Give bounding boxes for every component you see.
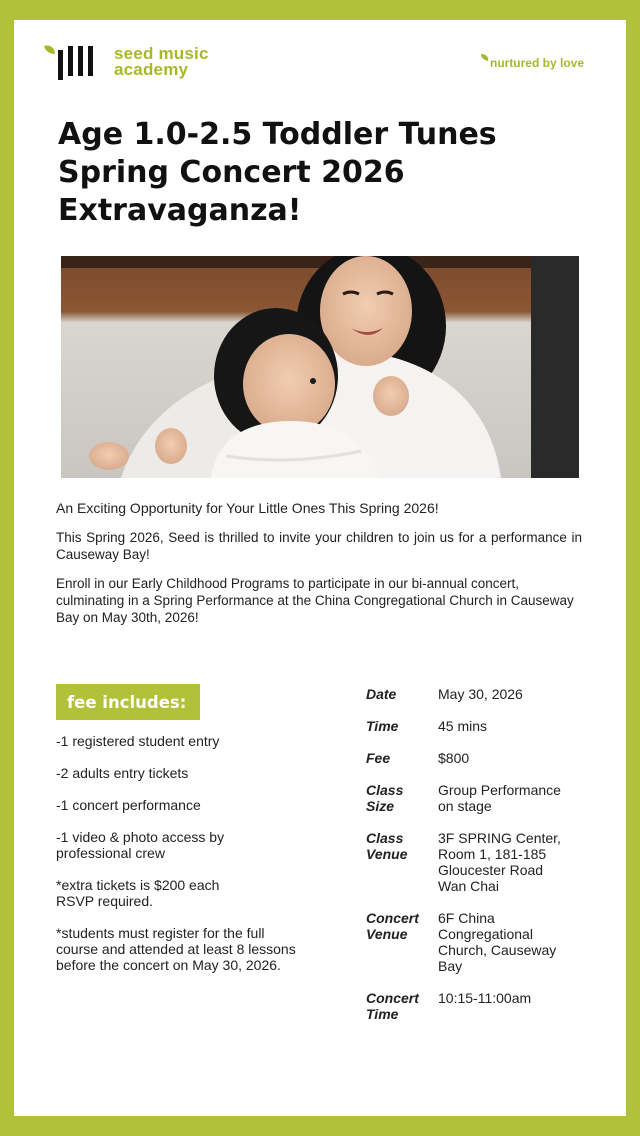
detail-row-class-size [366,782,606,814]
detail-row-concert-venue [366,910,606,974]
list-item-line: -2 adults entry tickets [56,765,189,781]
detail-value: 3F SPRING Center, [438,830,561,846]
list-item-line: before the concert on May 30, 2026. [56,957,281,973]
list-item-line: professional crew [56,845,165,861]
list-item-line: course and attended at least 8 lessons [56,941,296,957]
detail-value: Wan Chai [438,878,499,894]
detail-label: Class [366,782,404,798]
tagline [481,56,584,70]
detail-value: Bay [438,958,463,974]
list-item-line: -1 video & photo access by [56,829,225,845]
detail-value: Congregational [438,926,533,942]
detail-value: on stage [438,798,492,814]
logo-line-1: seed music [114,44,209,63]
detail-label: Class [366,830,404,846]
detail-row-class-venue [366,830,606,894]
detail-label: Fee [366,750,391,766]
flyer-card [14,20,626,1116]
detail-value: Group Performance [438,782,561,798]
list-item [56,925,346,973]
intro-paragraph: This Spring 2026, Seed is thrilled to invite your children to join us for a performance in Causeway Bay! [56,530,582,562]
detail-value: 6F China [438,910,495,926]
detail-row-date [366,686,606,702]
detail-label: Venue [366,926,408,942]
title-line: Age 1.0-2.5 Toddler Tunes [58,117,497,152]
event-details [366,686,606,1038]
detail-value: Church, Causeway [438,942,557,958]
list-item [56,877,346,909]
detail-value: 10:15-11:00am [438,990,532,1006]
list-item [56,765,346,781]
detail-label: Date [366,686,397,702]
list-item-line: -1 concert performance [56,797,201,813]
intro-paragraph: Enroll in our Early Childhood Programs to participate in our bi-annual concert, culminating in a Spring Performance at the China Congregational Church in Causeway Bay on May 30th, 2026! [56,576,574,625]
list-item-line: -1 registered student entry [56,733,220,749]
detail-value: Gloucester Road [438,862,544,878]
detail-label: Concert [366,990,419,1006]
fee-list [56,733,346,989]
logo-line-2: academy [114,60,189,79]
page-title [58,116,578,230]
detail-row-time [366,718,606,734]
title-line: Extravaganza! [58,193,302,228]
detail-label: Time [366,1006,399,1022]
list-item-line: *students must register for the full [56,925,265,941]
detail-label: Time [366,718,399,734]
logo-mark-icon [42,42,108,82]
list-item-line: RSVP required. [56,893,154,909]
list-item [56,829,346,861]
tagline-text: nurtured by love [489,56,584,70]
list-item [56,733,346,749]
intro-section [56,500,582,638]
detail-value: May 30, 2026 [438,686,523,702]
fee-includes-badge: fee includes: [56,684,200,720]
detail-row-concert-time [366,990,606,1022]
detail-label: Size [366,798,395,814]
leaf-icon [481,54,489,62]
detail-label: Concert [366,910,419,926]
concert-photo [61,256,579,478]
intro-heading: An Exciting Opportunity for Your Little Ones This Spring 2026! [56,500,439,516]
detail-value: Room 1, 181-185 [438,846,547,862]
detail-value: 45 mins [438,718,488,734]
seed-music-logo [42,42,209,82]
title-line: Spring Concert 2026 [58,155,405,190]
list-item-line: *extra tickets is $200 each [56,877,220,893]
detail-row-fee [366,750,606,766]
detail-value: $800 [438,750,470,766]
photo-teacher-and-toddler-icon [61,256,579,478]
detail-label: Venue [366,846,408,862]
list-item [56,797,346,813]
